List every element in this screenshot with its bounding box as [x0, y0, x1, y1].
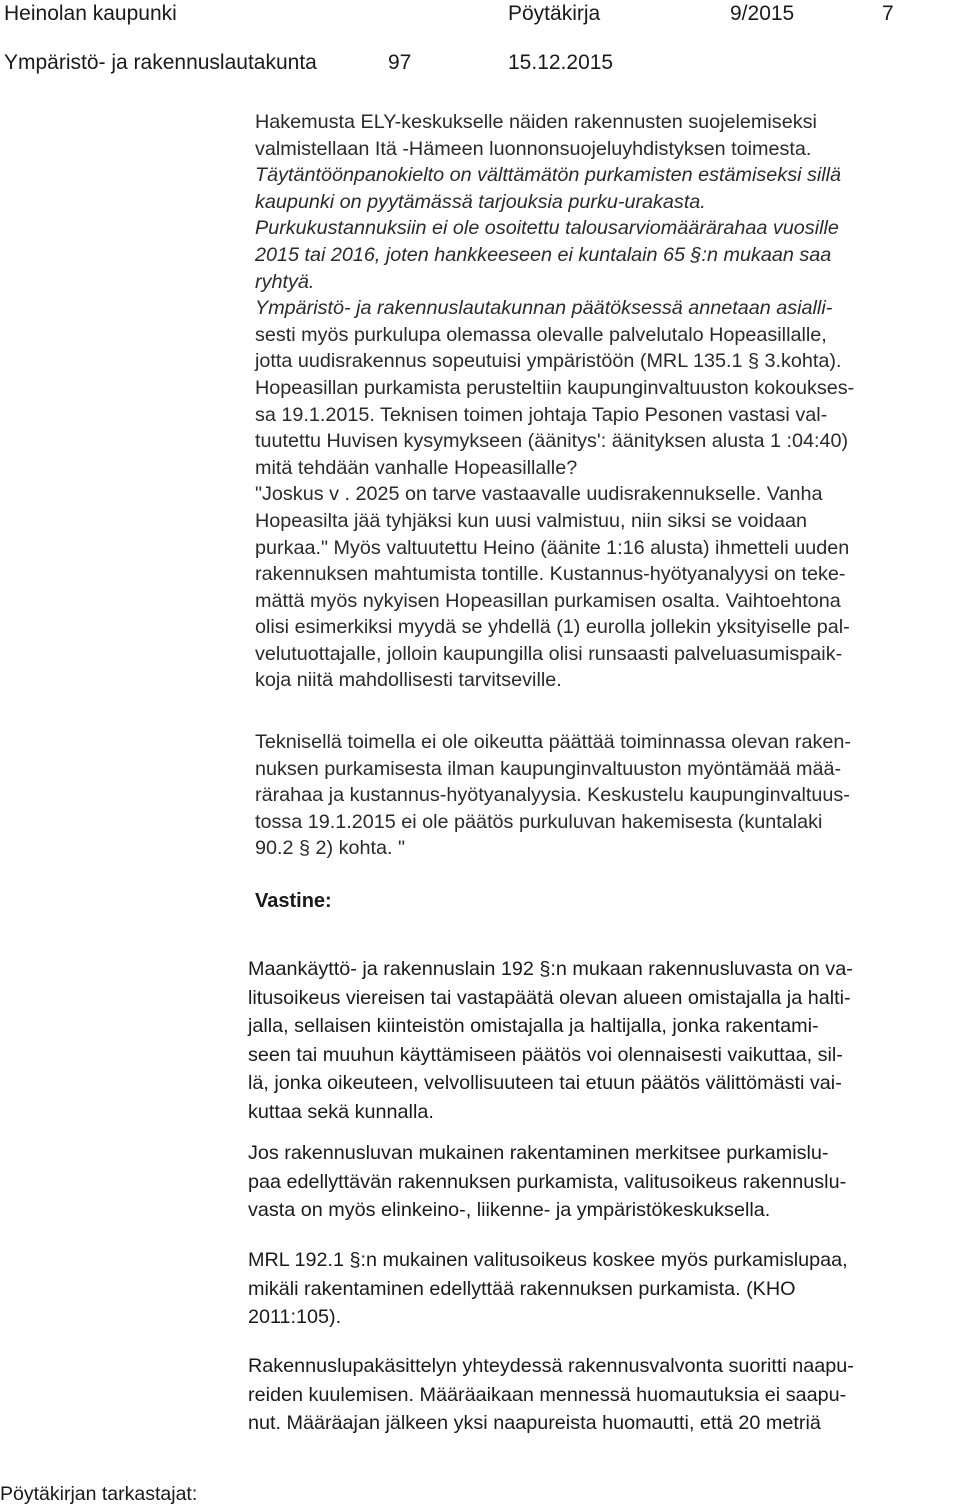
- quoted-objection: [255, 109, 955, 694]
- quote-line: Täytäntöönpanokielto on välttämätön purkamisten estämiseksi sillä: [255, 164, 842, 187]
- quote-line: kaupunki on pyytämässä tarjouksia purku-urakasta.: [255, 190, 706, 213]
- quoted-objection-closing: [255, 729, 955, 862]
- quote-line: tossa 19.1.2015 ei ole päätös purkuluvan hakemisesta (kuntalaki: [255, 810, 823, 833]
- response-paragraph: [248, 1246, 958, 1332]
- response-paragraph: [248, 1352, 958, 1438]
- page-number: 7: [882, 2, 894, 25]
- quote-line: purkaa." Myös valtuutettu Heino (äänite 1:16 alusta) ihmetteli uuden: [255, 536, 850, 559]
- quote-line: "Joskus v . 2025 on tarve vastaavalle uudisrakennukselle. Vanha: [255, 483, 823, 506]
- quote-line: rärahaa ja kustannus-hyötyanalyysia. Keskustelu kaupunginvaltuus-: [255, 784, 850, 807]
- quote-line: Hakemusta ELY-keskukselle näiden rakennusten suojelemiseksi: [255, 111, 817, 133]
- quote-line: rakennuksen mahtumista tontille. Kustannus-hyötyanalyysi on teke-: [255, 563, 846, 586]
- quote-line: sa 19.1.2015. Teknisen toimen johtaja Tapio Pesonen vastasi val-: [255, 403, 828, 426]
- paragraph-line: Jos rakennusluvan mukainen rakentaminen merkitsee purkamislu-: [248, 1142, 829, 1164]
- document-number: 9/2015: [730, 2, 795, 25]
- response-paragraph: [248, 955, 958, 1127]
- quote-line: 90.2 § 2) kohta. ": [255, 837, 405, 860]
- paragraph-line: kuttaa sekä kunnalla.: [248, 1100, 434, 1123]
- paragraph-line: seen tai muuhun käyttämiseen päätös voi olennaisesti vaikuttaa, sil-: [248, 1043, 843, 1066]
- paragraph-line: paa edellyttävän rakennuksen purkamista, valitusoikeus rakennuslu-: [248, 1170, 847, 1193]
- quote-line: koja niitä mahdollisesti tarvitseville.: [255, 669, 562, 692]
- paragraph-line: mikäli rakentaminen edellyttää rakennuksen purkamista. (KHO: [248, 1277, 796, 1300]
- paragraph-line: reiden kuulemisen. Määräaikaan mennessä huomautuksia ei saapu-: [248, 1383, 847, 1406]
- response-paragraph: [248, 1139, 958, 1225]
- quote-line: Hopeasillan purkamista perusteltiin kaupunginvaltuuston kokoukses-: [255, 376, 855, 399]
- paragraph-line: litusoikeus viereisen tai vastapäätä olevan alueen omistajalla ja halti-: [248, 986, 851, 1009]
- quote-line: sesti myös purkulupa olemassa olevalle palvelutalo Hopeasillalle,: [255, 323, 827, 346]
- paragraph-line: Rakennuslupakäsittelyn yhteydessä rakennusvalvonta suoritti naapu-: [248, 1355, 854, 1377]
- quote-line: olisi esimerkiksi myydä se yhdellä (1) eurolla jollekin yksityiselle pal-: [255, 616, 850, 639]
- quote-line: jotta uudisrakennus sopeutuisi ympäristöön (MRL 135.1 § 3.kohta).: [255, 350, 842, 373]
- quote-line: ryhtyä.: [255, 270, 315, 293]
- paragraph-line: nut. Määräajan jälkeen yksi naapureista huomautti, että 20 metriä: [248, 1412, 821, 1435]
- paragraph-line: 2011:105).: [248, 1306, 342, 1329]
- quote-line: Hopeasilta jää tyhjäksi kun uusi valmistuu, niin siksi se voidaan: [255, 509, 807, 532]
- meeting-date: 15.12.2015: [508, 51, 614, 74]
- section-number: 97: [388, 51, 412, 74]
- committee-name: Ympäristö- ja rakennuslautakunta: [4, 51, 317, 74]
- quote-line: 2015 tai 2016, joten hankkeeseen ei kuntalain 65 §:n mukaan saa: [255, 243, 832, 266]
- document-type: Pöytäkirja: [508, 2, 601, 25]
- paragraph-line: MRL 192.1 §:n mukainen valitusoikeus koskee myös purkamislupaa,: [248, 1249, 848, 1271]
- paragraph-line: vasta on myös elinkeino-, liikenne- ja ympäristökeskuksella.: [248, 1199, 771, 1222]
- quote-line: valmistellaan Itä -Hämeen luonnonsuojeluyhdistyksen toimesta.: [255, 137, 812, 160]
- quote-line: mitä tehdään vanhalle Hopeasillalle?: [255, 456, 578, 479]
- quote-line: Ympäristö- ja rakennuslautakunnan päätöksessä annetaan asialli-: [255, 297, 833, 320]
- quote-line: Teknisellä toimella ei ole oikeutta päättää toiminnassa olevan raken-: [255, 731, 851, 753]
- reviewers-label: Pöytäkirjan tarkastajat:: [0, 1483, 198, 1505]
- quote-line: Purkukustannuksiin ei ole osoitettu talousarviomäärärahaa vuosille: [255, 217, 839, 240]
- paragraph-line: lä, jonka oikeuteen, velvollisuuteen tai etuun päätös välittömästi vai-: [248, 1072, 842, 1095]
- response-heading: Vastine:: [255, 890, 332, 912]
- quote-line: velutuottajalle, jolloin kaupungilla olisi runsaasti palveluasumispaik-: [255, 642, 843, 665]
- quote-line: tuutettu Huvisen kysymykseen (äänitys': äänityksen alusta 1 :04:40): [255, 430, 849, 453]
- municipality-name: Heinolan kaupunki: [4, 2, 177, 25]
- quote-line: nuksen purkamisesta ilman kaupunginvaltuuston myöntämää mää-: [255, 757, 842, 780]
- paragraph-line: jalla, sellaisen kiinteistön omistajalla ja haltijalla, jonka rakentami-: [248, 1015, 819, 1038]
- paragraph-line: Maankäyttö- ja rakennuslain 192 §:n mukaan rakennusluvasta on va-: [248, 958, 853, 980]
- quote-line: mättä myös nykyisen Hopeasillan purkamisen osalta. Vaihtoehtona: [255, 589, 841, 612]
